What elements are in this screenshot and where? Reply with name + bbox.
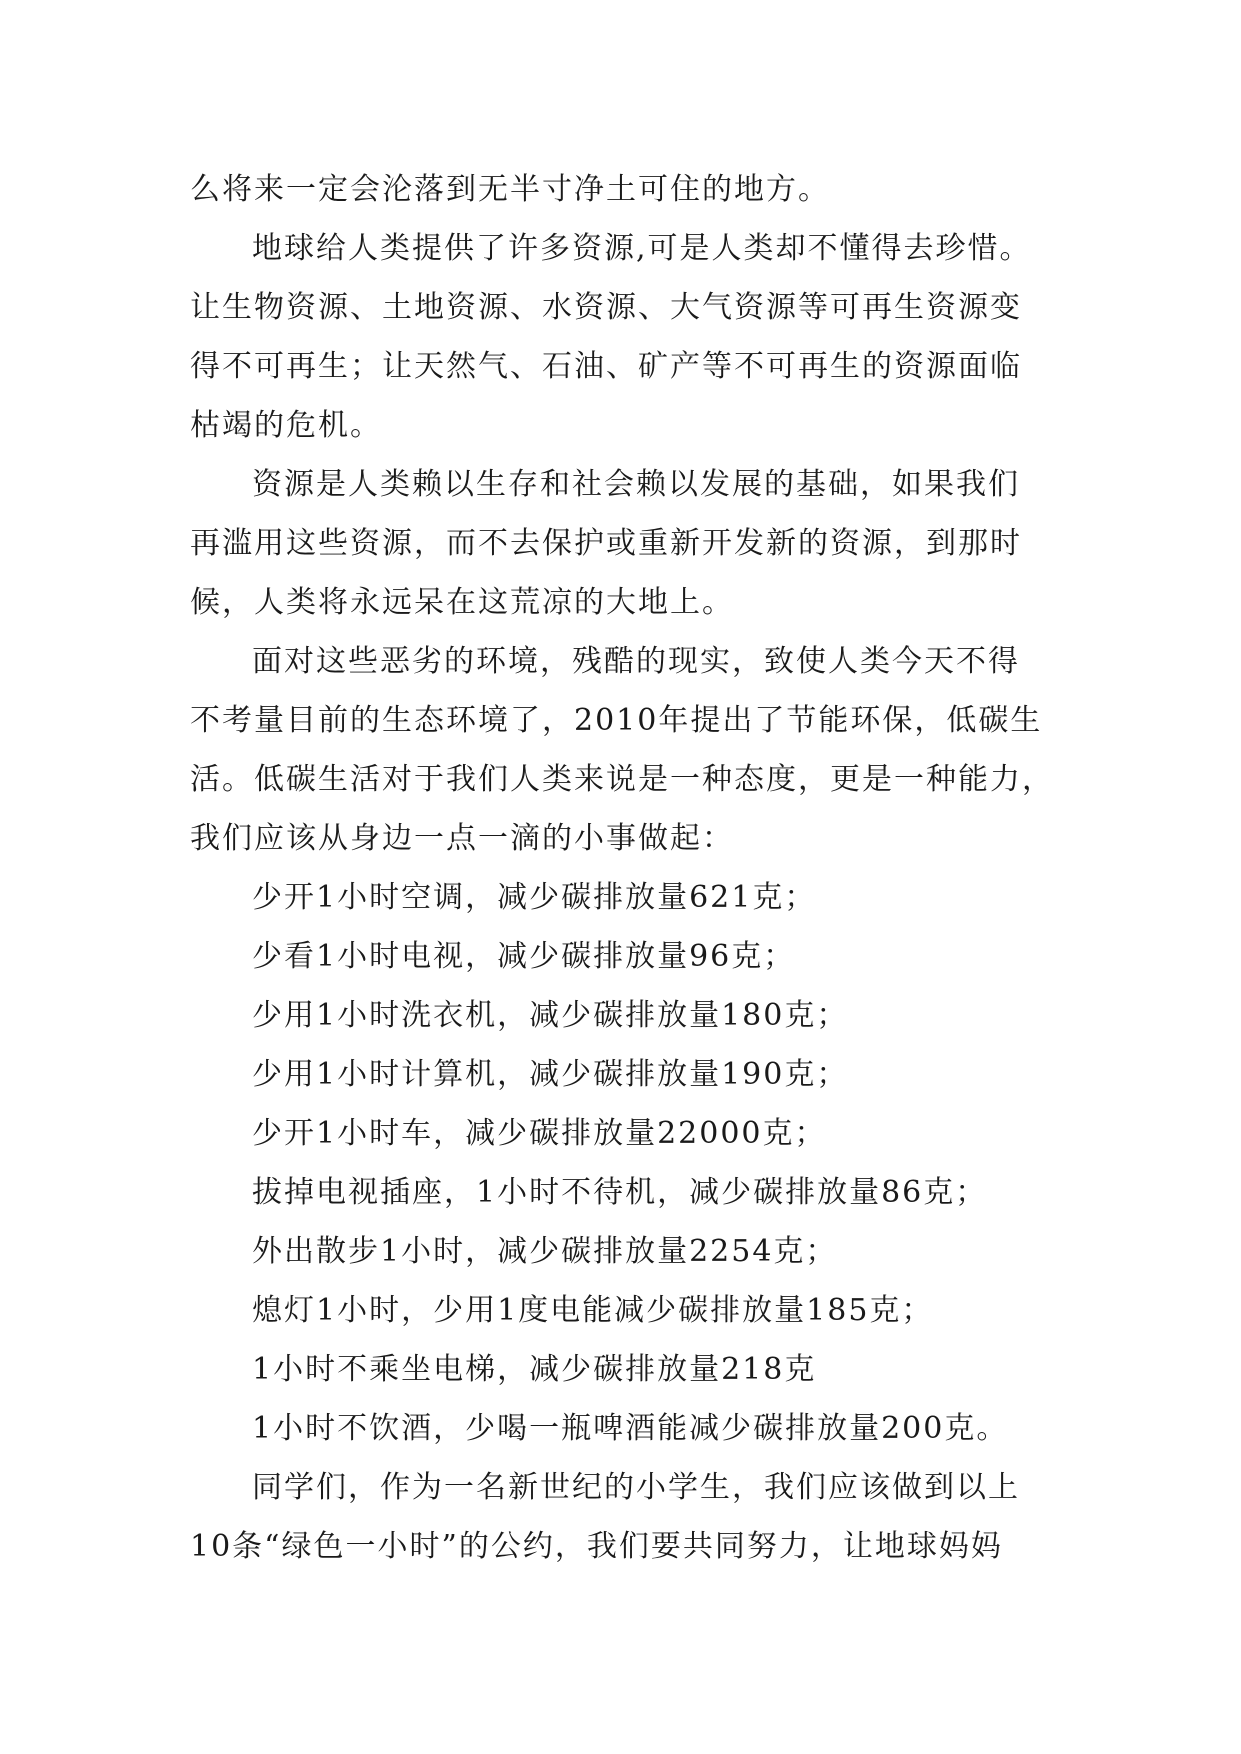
list-item: 少用1小时洗衣机，减少碳排放量180克； — [252, 998, 849, 1033]
list-item: 外出散步1小时，减少碳排放量2254克； — [252, 1234, 838, 1269]
paragraph-line: 候，人类将永远呆在这荒凉的大地上。 — [190, 585, 734, 620]
list-item: 少看1小时电视，减少碳排放量96克； — [252, 939, 796, 974]
list-item: 少开1小时空调，减少碳排放量621克； — [252, 880, 817, 915]
paragraph-line: 枯竭的危机。 — [190, 408, 382, 443]
list-item: 1小时不饮酒，少喝一瓶啤酒能减少碳排放量200克。 — [252, 1411, 1009, 1446]
paragraph-line: 不考量目前的生态环境了，2010年提出了节能环保，低碳生 — [190, 703, 1043, 738]
list-item: 拔掉电视插座，1小时不待机，减少碳排放量86克； — [252, 1175, 988, 1210]
list-item: 熄灯1小时，少用1度电能减少碳排放量185克； — [252, 1293, 934, 1328]
paragraph-line: 得不可再生；让天然气、石油、矿产等不可再生的资源面临 — [190, 349, 1022, 384]
document-body — [190, 160, 1090, 1576]
paragraph-line: 再滥用这些资源，而不去保护或重新开发新的资源，到那时 — [190, 526, 1022, 561]
paragraph-line: 10条“绿色一小时”的公约，我们要共同努力，让地球妈妈 — [190, 1529, 1003, 1564]
paragraph-line: 活。低碳生活对于我们人类来说是一种态度，更是一种能力， — [190, 762, 1054, 797]
paragraph-line: 我们应该从身边一点一滴的小事做起： — [190, 821, 734, 856]
paragraph-line: 面对这些恶劣的环境，残酷的现实，致使人类今天不得 — [252, 644, 1020, 679]
list-item: 1小时不乘坐电梯，减少碳排放量218克 — [252, 1352, 817, 1387]
paragraph-line: 么将来一定会沦落到无半寸净土可住的地方。 — [190, 172, 830, 207]
list-item: 少用1小时计算机，减少碳排放量190克； — [252, 1057, 849, 1092]
list-item: 少开1小时车，减少碳排放量22000克； — [252, 1116, 827, 1151]
paragraph-line: 地球给人类提供了许多资源,可是人类却不懂得去珍惜。 — [252, 231, 1032, 266]
paragraph-line: 同学们，作为一名新世纪的小学生，我们应该做到以上 — [252, 1470, 1020, 1505]
paragraph-line: 资源是人类赖以生存和社会赖以发展的基础，如果我们 — [252, 467, 1020, 502]
paragraph-line: 让生物资源、土地资源、水资源、大气资源等可再生资源变 — [190, 290, 1022, 325]
